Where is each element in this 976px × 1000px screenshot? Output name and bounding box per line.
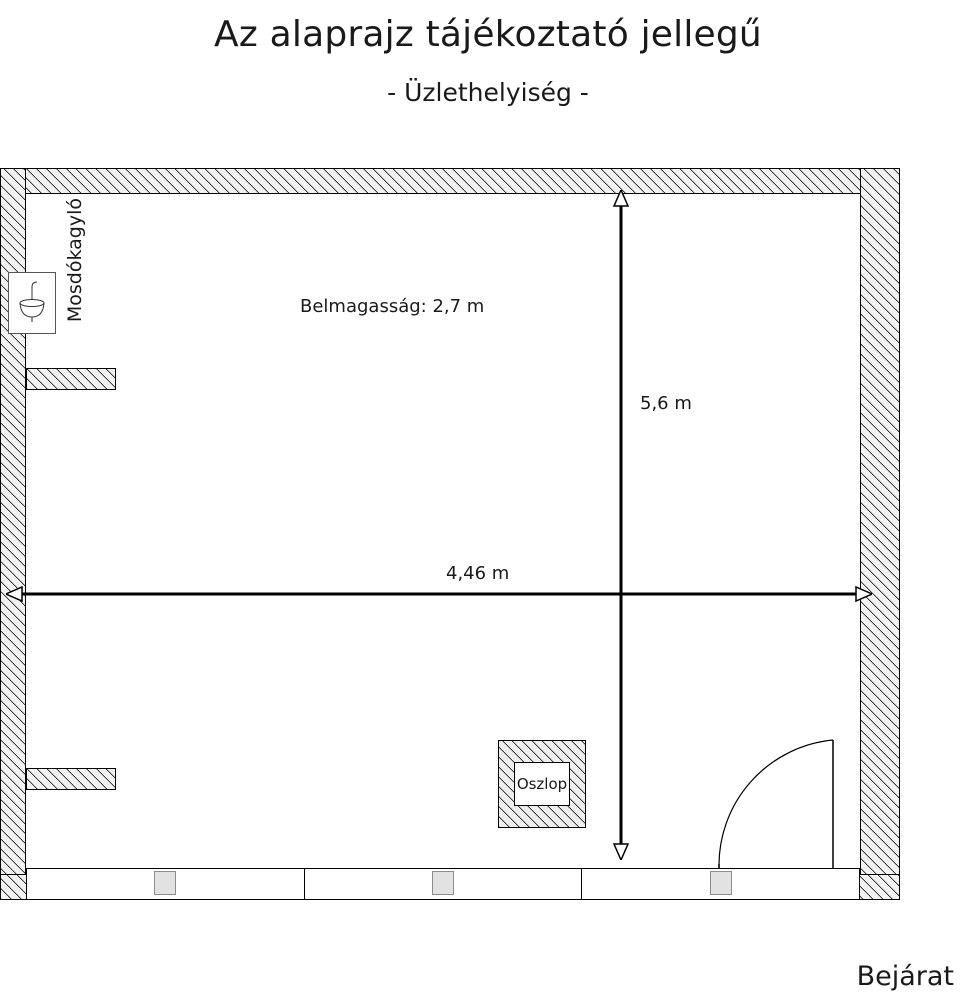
glazing-panel [305,869,583,899]
shopfront-glazing [26,868,860,900]
floor-plan [0,168,900,900]
glazing-mullion [432,871,454,895]
door-swing-icon [705,738,835,870]
dimension-line-horizontal [6,584,872,604]
dimension-label-vertical: 5,6 m [640,393,692,414]
ceiling-height-note: Belmagasság: 2,7 m [300,296,485,317]
column-label: Oszlop [514,762,570,806]
entrance-label: Bejárat [856,961,954,992]
glazing-mullion [710,871,732,895]
wall-stub-lower-left [26,768,116,790]
wall-right [860,168,900,900]
wall-top [0,168,900,194]
wall-stub-upper-left [26,368,116,390]
dimension-line-vertical [611,190,631,860]
dimension-label-horizontal: 4,46 m [440,563,515,584]
sink-icon [8,272,56,334]
page-title: Az alaprajz tájékoztató jellegű [214,14,762,55]
column [498,740,586,828]
glazing-panel [582,869,859,899]
glazing-panel [27,869,305,899]
glazing-mullion [154,871,176,895]
sink-label: Mosdókagyló [64,198,86,323]
page-subtitle: - Üzlethelyiség - [387,78,589,107]
